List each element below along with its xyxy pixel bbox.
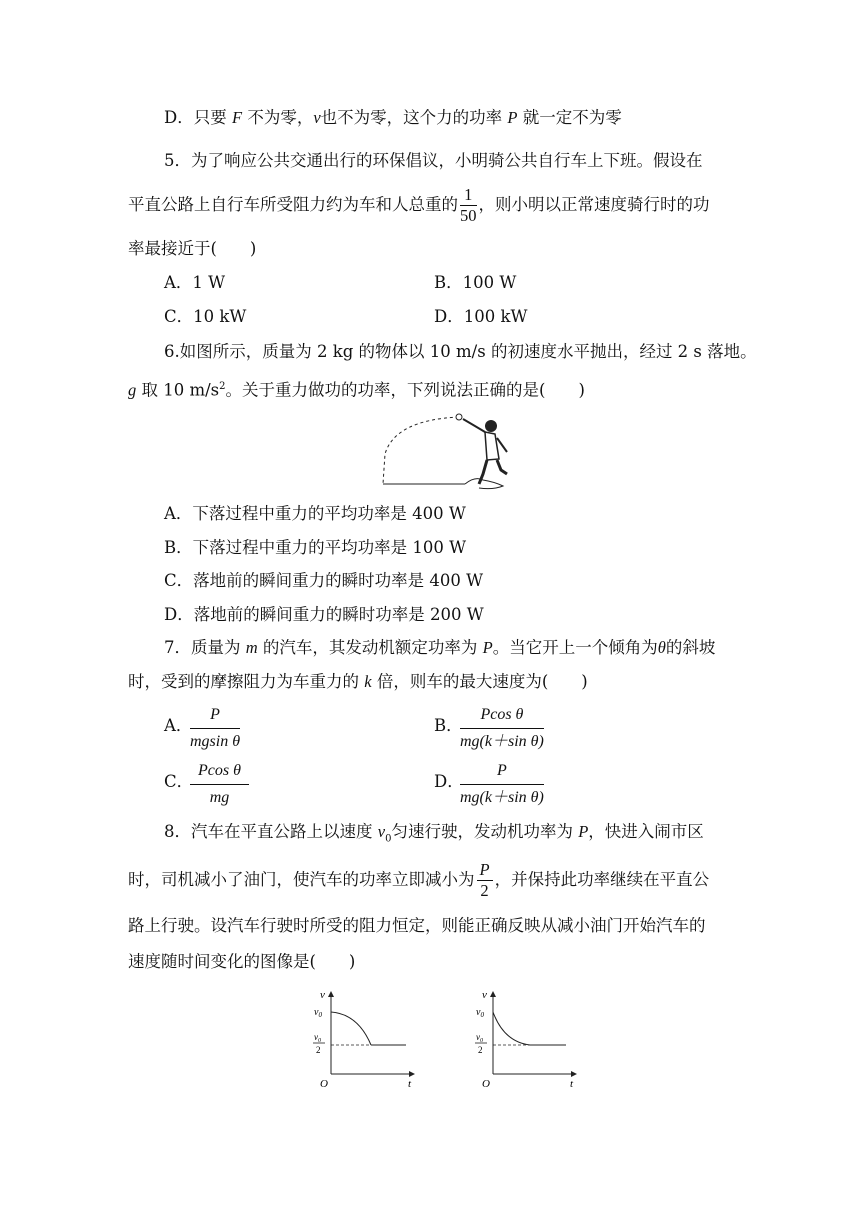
q6-option-a: A．下落过程中重力的平均功率是 400 W bbox=[164, 504, 466, 523]
q8-graph-1 bbox=[300, 984, 430, 1092]
y-axis-label: v bbox=[320, 989, 325, 1001]
q5-option-d: D．100 kW bbox=[434, 307, 528, 326]
q8-stem-line2: 时，司机减小了油门，使汽车的功率立即减小为 $\frac{P}{2}$ ，并保持此功率继续在平直公 bbox=[128, 860, 710, 900]
q7-option-a-label: A． bbox=[164, 716, 193, 735]
q5-stem-line2: 平直公路上自行车所受阻力约为车和人总重的 $\frac{1}{50}$ ，则小明以正常速度骑行时的功 bbox=[128, 185, 710, 225]
q5-stem-line1: 5．为了响应公共交通出行的环保倡议，小明骑公共自行车上下班。假设在 bbox=[164, 151, 703, 170]
q8-stem-line3: 路上行驶。设汽车行驶时所受的阻力恒定，则能正确反映从减小油门开始汽车的 bbox=[128, 916, 706, 935]
v0-half-num: $v_0$ bbox=[314, 1032, 321, 1044]
q7-option-b-label: B． bbox=[434, 716, 463, 735]
q8-stem-line1: 8．汽车在平直公路上以速度 $v_0$匀速行驶，发动机功率为 P，快进入闹市区 bbox=[164, 822, 704, 845]
q7-option-b-fraction: $\frac{\text{Pcos θ}}{\text{mg(k＋sin θ)}}$ bbox=[460, 706, 544, 750]
q6-option-b: B．下落过程中重力的平均功率是 100 W bbox=[164, 538, 467, 557]
q7-option-d-fraction: $\frac{P}{\text{mg(k＋sin θ)}}$ bbox=[460, 762, 544, 806]
q7-stem-line1: 7．质量为 m 的汽车，其发动机额定功率为 P。当它开上一个倾角为θ的斜坡 bbox=[164, 638, 716, 657]
q6-option-d: D．落地前的瞬间重力的瞬时功率是 200 W bbox=[164, 605, 484, 624]
v0-label: $v_0$ bbox=[314, 1007, 322, 1019]
curve-convex bbox=[493, 1012, 530, 1045]
q8-graph-2 bbox=[464, 984, 594, 1092]
q5-stem-line3: 率最接近于( ) bbox=[128, 239, 257, 258]
y-axis-label: v bbox=[482, 989, 487, 1001]
fraction-1-50: $\frac{1}{50}$ bbox=[460, 185, 477, 225]
q7-option-c-fraction: $\frac{\text{Pcos θ}}{mg}$ bbox=[190, 760, 249, 809]
curve-concave bbox=[331, 1012, 371, 1045]
q8-stem-line4: 速度随时间变化的图像是( ) bbox=[128, 952, 356, 971]
v0-half-den: 2 bbox=[316, 1045, 321, 1055]
q7-option-d-label: D． bbox=[434, 772, 464, 791]
origin-label: O bbox=[482, 1078, 490, 1090]
v0-label: $v_0$ bbox=[476, 1007, 484, 1019]
q7-option-a-fraction: $\frac{P}{\text{mgsin θ}}$ bbox=[190, 706, 241, 750]
q5-option-a: A．1 W bbox=[164, 273, 226, 292]
q4-option-d: D．只要 F 不为零，v也不为零，这个力的功率 P 就一定不为零 bbox=[164, 108, 622, 127]
q5-option-b: B．100 W bbox=[434, 273, 517, 292]
q6-stem-line1: 6.如图所示，质量为 2 kg 的物体以 10 m/s 的初速度水平抛出，经过 2 s 落地。 bbox=[164, 342, 757, 361]
q6-option-c: C．落地前的瞬间重力的瞬时功率是 400 W bbox=[164, 571, 484, 590]
q6-throwing-figure bbox=[375, 404, 515, 492]
origin-label: O bbox=[320, 1078, 328, 1090]
q5-option-c: C．10 kW bbox=[164, 307, 247, 326]
v0-half-num: $v_0$ bbox=[476, 1032, 483, 1044]
x-axis-label: t bbox=[408, 1078, 412, 1090]
fraction-p-over-2: $\frac{P}{2}$ bbox=[477, 860, 493, 901]
q7-option-c-label: C． bbox=[164, 772, 194, 791]
q6-stem-line2: g 取 10 $m/s^2$。关于重力做功的功率，下列说法正确的是( ) bbox=[128, 380, 585, 400]
q7-stem-line2: 时，受到的摩擦阻力为车重力的 k 倍，则车的最大速度为( ) bbox=[128, 672, 588, 691]
x-axis-label: t bbox=[570, 1078, 574, 1090]
v0-half-den: 2 bbox=[478, 1045, 483, 1055]
